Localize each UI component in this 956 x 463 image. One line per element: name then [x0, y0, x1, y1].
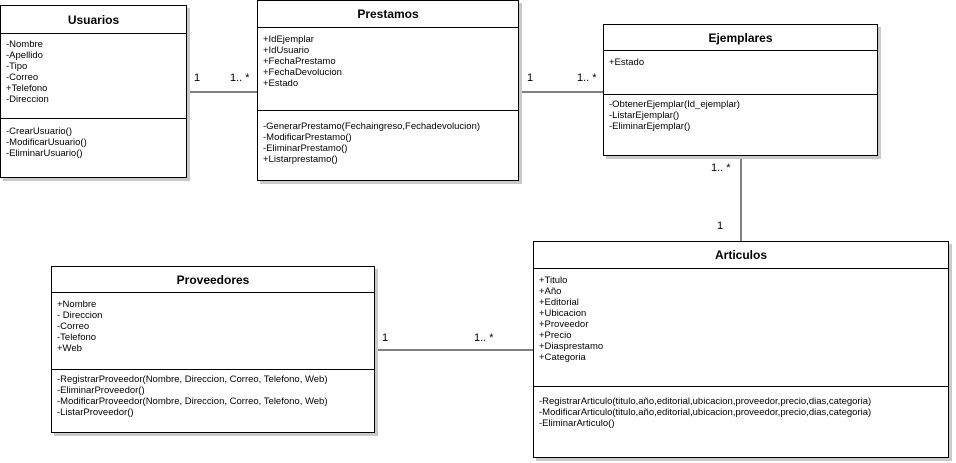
multiplicity-prestamos-ejemplares-from: 1	[527, 72, 534, 84]
class-proveedores[interactable]	[51, 266, 375, 433]
attribute: +Telefono	[6, 83, 48, 94]
class-ejemplares-methods	[604, 95, 877, 132]
attribute: +Ubicacion	[539, 308, 587, 319]
attribute: +Proveedor	[539, 319, 589, 330]
attribute: -Correo	[57, 321, 90, 332]
method: -ModificarPrestamo()	[263, 132, 352, 143]
attribute: +Categoria	[539, 352, 586, 363]
method: -ObtenerEjemplar(Id_ejemplar)	[609, 99, 740, 110]
method: -EliminarUsuario()	[6, 148, 83, 159]
class-prestamos-title: Prestamos	[258, 1, 518, 28]
class-prestamos-methods	[258, 111, 518, 165]
multiplicity-articulos-end: 1	[717, 220, 724, 232]
attribute: - Direccion	[57, 310, 103, 321]
method: -RegistrarArticulo(titulo,año,editorial,ubicacion,proveedor,precio,dias,categoria)	[539, 396, 872, 407]
class-articulos-attributes	[534, 269, 948, 387]
class-proveedores-title: Proveedores	[52, 267, 374, 293]
method: -ModificarProveedor(Nombre, Direccion, Correo, Telefono, Web)	[57, 396, 328, 407]
method: -RegistrarProveedor(Nombre, Direccion, Correo, Telefono, Web)	[57, 374, 328, 385]
class-articulos-title: Articulos	[534, 242, 948, 269]
attribute: +FechaPrestamo	[263, 56, 336, 67]
class-usuarios[interactable]	[0, 5, 187, 178]
method: -EliminarArticulo()	[539, 418, 615, 429]
attribute: -Nombre	[6, 39, 43, 50]
method: -GenerarPrestamo(Fechaingreso,Fechadevolucion)	[263, 121, 481, 132]
multiplicity-proveedores-articulos-to: 1.. *	[474, 332, 494, 344]
class-articulos-methods	[534, 387, 948, 429]
multiplicity-proveedores-end: 1	[382, 332, 389, 344]
attribute: -Telefono	[57, 332, 97, 343]
method: -ListarProveedor()	[57, 407, 134, 418]
attribute: +Diasprestamo	[539, 341, 604, 352]
class-prestamos[interactable]	[257, 0, 519, 181]
attribute: +Año	[539, 286, 562, 297]
method: -EliminarEjemplar()	[609, 121, 691, 132]
attribute: +Estado	[263, 78, 299, 89]
method: -EliminarProveedor()	[57, 385, 145, 396]
attribute: +Titulo	[539, 275, 568, 286]
attribute: +Nombre	[57, 299, 97, 310]
attribute: -Apellido	[6, 50, 43, 61]
attribute: +FechaDevolucion	[263, 67, 342, 78]
multiplicity-prestamos-end: 1.. *	[230, 72, 250, 84]
class-prestamos-attributes	[258, 28, 518, 111]
attribute: +Estado	[609, 57, 645, 68]
class-ejemplares[interactable]	[603, 24, 878, 156]
method: -EliminarPrestamo()	[263, 143, 348, 154]
attribute: -Tipo	[6, 61, 28, 72]
class-articulos[interactable]	[533, 241, 949, 458]
class-usuarios-attributes	[1, 34, 186, 119]
method: +Listarprestamo()	[263, 154, 338, 165]
attribute: +IdUsuario	[263, 45, 310, 56]
multiplicity-ejemplares-end: 1.. *	[577, 72, 597, 84]
multiplicity-usuarios-end: 1	[194, 72, 201, 84]
multiplicity-ejemplares-articulos-from: 1.. *	[711, 162, 731, 174]
class-usuarios-title: Usuarios	[1, 6, 186, 34]
class-usuarios-methods	[1, 119, 186, 159]
class-proveedores-methods	[52, 370, 374, 418]
attribute: +Editorial	[539, 297, 579, 308]
class-proveedores-attributes	[52, 293, 374, 370]
method: -ModificarUsuario()	[6, 137, 87, 148]
method: -CrearUsuario()	[6, 126, 72, 137]
class-ejemplares-attributes	[604, 51, 877, 95]
attribute: +Web	[57, 343, 82, 354]
method: -ModificarArticulo(titulo,año,editorial,ubicacion,proveedor,precio,dias,categoria)	[539, 407, 872, 418]
method: -ListarEjemplar()	[609, 110, 680, 121]
attribute: -Correo	[6, 72, 39, 83]
attribute: +IdEjemplar	[263, 34, 314, 45]
attribute: +Precio	[539, 330, 572, 341]
class-ejemplares-title: Ejemplares	[604, 25, 877, 51]
attribute: -Direccion	[6, 94, 49, 105]
